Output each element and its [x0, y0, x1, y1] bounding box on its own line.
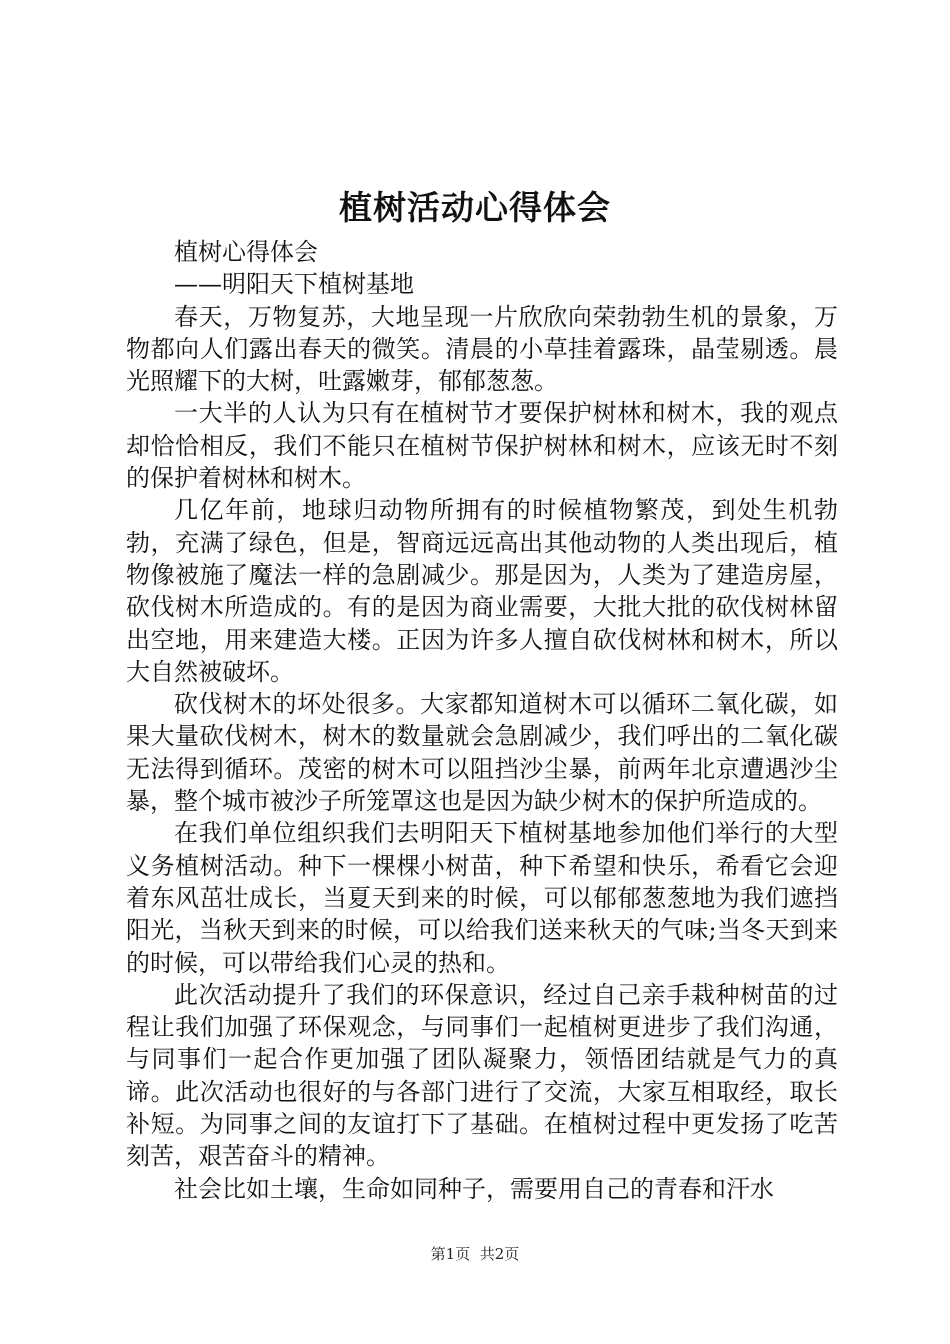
subtitle-line: 植树心得体会: [174, 238, 318, 266]
subtitle-source-line: ——明阳天下植树基地: [174, 270, 414, 299]
paragraph-activity: 在我们单位组织我们去明阳天下植树基地参加他们举行的大型义务植树活动。种下一棵棵小树苗，种下希望和快乐，希看它会迎着东风茁壮成长，当夏天到来的时候，可以郁郁葱葱地为我们遮挡阳光，当秋天到来的时候，可以给我们送来秋天的气味;当冬天到来的时候，可以带给我们心灵的热和。: [126, 819, 838, 977]
paragraph-spring: 春天，万物复苏，大地呈现一片欣欣向荣勃勃生机的景象，万物都向人们露出春天的微笑。清晨的小草挂着露珠，晶莹剔透。晨光照耀下的大树，吐露嫩芽，郁郁葱葱。: [126, 302, 838, 396]
paragraph-benefit: 此次活动提升了我们的环保意识，经过自己亲手栽种树苗的过程让我们加强了环保观念，与同事们一起植树更进步了我们沟通，与同事们一起合作更加强了团队凝聚力，领悟团结就是气力的真谛。此次活动也很好的与各部门进行了交流，大家互相取经，取长补短。为同事之间的友谊打下了基础。在植树过程中更发扬了吃苦刻苦，艰苦奋斗的精神。: [126, 980, 838, 1171]
document-body: [126, 236, 838, 1205]
paragraph-society: 社会比如土壤，生命如同种子，需要用自己的青春和汗水: [174, 1174, 774, 1203]
page-total: 共2页: [479, 1245, 520, 1263]
paragraph-harm: 砍伐树木的坏处很多。大家都知道树木可以循环二氧化碳，如果大量砍伐树木，树木的数量就会急剧减少，我们呼出的二氧化碳无法得到循环。茂密的树木可以阻挡沙尘暴，前两年北京遭遇沙尘暴，整个城市被沙子所笼罩这也是因为缺少树木的保护所造成的。: [126, 690, 838, 816]
page-footer: [0, 1244, 950, 1264]
document-title: 植树活动心得体会: [339, 188, 611, 227]
paragraph-history: 几亿年前，地球归动物所拥有的时候植物繁茂，到处生机勃勃，充满了绿色，但是，智商远远高出其他动物的人类出现后，植物像被施了魔法一样的急剧减少。那是因为，人类为了建造房屋，砍伐树木所造成的。有的是因为商业需要，大批大批的砍伐树林留出空地，用来建造大楼。正因为许多人擅自砍伐树林和树木，所以大自然被破坏。: [126, 496, 838, 686]
paragraph-opinion: 一大半的人认为只有在植树节才要保护树林和树木，我的观点却恰恰相反，我们不能只在植树节保护树林和树木，应该无时不刻的保护着树林和树木。: [126, 399, 838, 493]
page-number: 第1页: [430, 1245, 471, 1263]
